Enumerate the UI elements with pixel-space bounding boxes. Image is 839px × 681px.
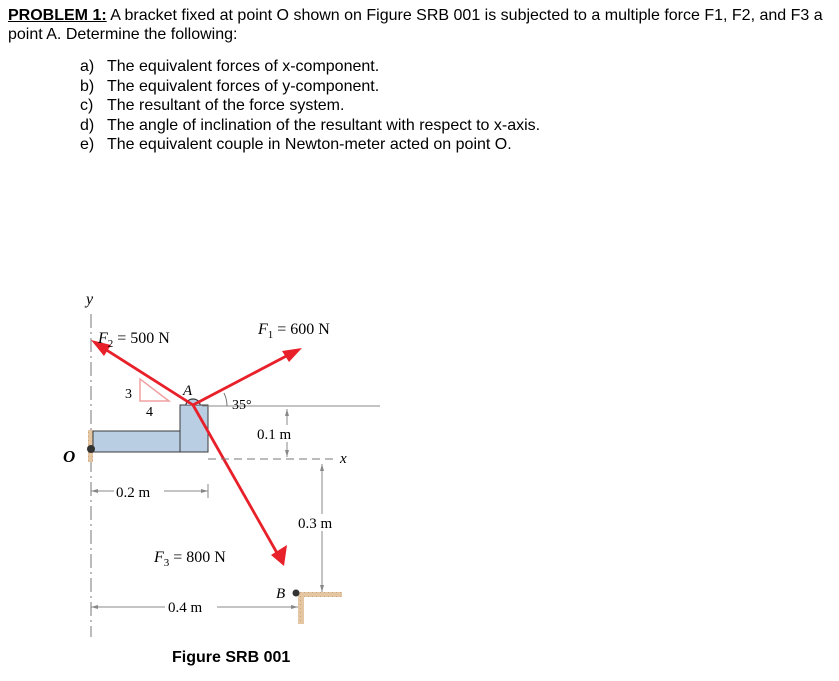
slope-run-label: 4 xyxy=(146,405,153,420)
task-marker: d) xyxy=(80,116,95,134)
dim-01-arrow-bottom xyxy=(285,450,289,457)
dim-03-arrow-top xyxy=(320,464,324,471)
task-text: The equivalent forces of y-component. xyxy=(107,77,380,95)
f2-arrow xyxy=(97,344,193,405)
task-marker: b) xyxy=(80,77,95,95)
task-text: The resultant of the force system. xyxy=(107,97,345,114)
task-marker: a) xyxy=(80,58,95,75)
f1-label: $F_1 = 600$ N xyxy=(258,321,330,341)
dim-04-label: 0.4 m xyxy=(168,600,203,616)
y-axis-label: y xyxy=(86,291,94,308)
dim-03-label: 0.3 m xyxy=(298,516,333,532)
point-a-label: A xyxy=(183,383,193,399)
dim-04-arrow-left xyxy=(91,605,98,609)
bracket-fill-join xyxy=(181,430,207,433)
dim-03-arrow-bottom xyxy=(320,585,324,592)
dim-01-arrow-top xyxy=(285,409,289,416)
f2-label: $F_2 = 500$ N xyxy=(98,330,170,350)
dim-01-label: 0.1 m xyxy=(257,427,292,443)
support-b-top xyxy=(298,592,342,597)
f3-label: $F_3 = 800$ N xyxy=(154,549,226,569)
support-b-post xyxy=(298,592,304,624)
dim-02-arrow-left xyxy=(91,489,98,493)
point-o-dot xyxy=(87,445,95,453)
task-text: The angle of inclination of the resultant with respect to x-axis. xyxy=(107,116,541,134)
dim-02-label: 0.2 m xyxy=(116,485,151,501)
x-axis-label: x xyxy=(340,451,347,467)
task-marker: e) xyxy=(80,136,95,153)
task-marker: c) xyxy=(80,97,94,114)
point-b-label: B xyxy=(276,586,286,602)
slope-triangle xyxy=(140,379,169,401)
problem-label: PROBLEM 1: xyxy=(8,7,107,24)
figure-caption: Figure SRB 001 xyxy=(172,649,291,666)
angle-label: 35° xyxy=(232,398,252,413)
statement-text-1: A bracket fixed at point O shown on Figure SRB 001 is subjected to a multiple force F1, F2, and F3 a xyxy=(106,7,823,24)
task-text: The equivalent couple in Newton-meter acted on point O. xyxy=(107,136,512,153)
bracket-vertical-post xyxy=(180,405,208,452)
f1-arrowhead xyxy=(282,348,302,362)
origin-label: O xyxy=(63,447,76,466)
statement-line-2: point A. Determine the following: xyxy=(8,26,238,43)
angle-arc xyxy=(224,393,227,406)
dim-02-arrow-right xyxy=(201,489,208,493)
slope-rise-label: 3 xyxy=(125,387,132,402)
task-text: The equivalent forces of x-component. xyxy=(107,58,380,75)
point-b-dot xyxy=(293,590,300,597)
dim-04-arrow-right xyxy=(291,605,298,609)
